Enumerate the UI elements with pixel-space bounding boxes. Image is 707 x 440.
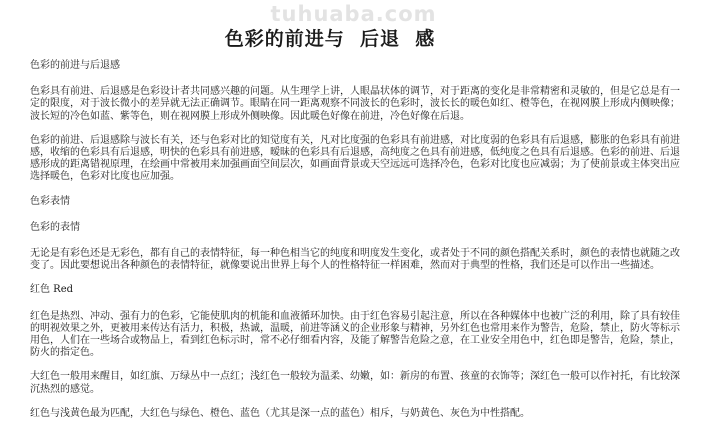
article-body (30, 60, 680, 432)
paragraph-red-matching: 红色与浅黄色最为匹配，大红色与绿色、橙色、蓝色（尤其是深一点的蓝色）相斥，与奶黄色、灰色为中性搭配。 (30, 407, 530, 419)
subsection-heading-color-expression: 色彩的表情 (30, 221, 80, 233)
paragraph-contrast: 色彩的前进、后退感除与波长有关，还与色彩对比的知觉度有关，凡对比度强的色彩具有前进感，对比度弱的色彩具有后退感，膨胀的色彩具有前进感，收缩的色彩具有后退感，明快的色彩具有前进感，暧昧的色彩具有后退感，高纯度之色具有前进感，低纯度之色具有后退感。色彩的前进、后退感形成的距离错视原理，在绘画中常被用来加强画面空间层次，如画面背景或天空远远可选择冷色，色彩对比度也应减弱；为了使前景或主体突出应选择暖色，色彩对比度也应加强。 (30, 134, 680, 183)
paragraph-physiology: 色彩具有前进、后退感是色彩设计者共同感兴趣的问题。从生理学上讲，人眼晶状体的调节，对于距离的变化是非常精密和灵敏的，但是它总是有一定的限度，对于波长微小的差异就无法正确调节。眼睛在同一距离观察不同波长的色彩时，波长长的暖色如红、橙等色，在视网膜上形成内侧映像；波长短的冷色如蓝、紫等色，则在视网膜上形成外侧映像。因此暖色好像在前进，冷色好像在后退。 (30, 86, 680, 122)
site-watermark: tuhuaba.com (270, 2, 437, 26)
paragraph-expression-intro: 无论是有彩色还是无彩色，都有自己的表情特征，每一种色相当它的纯度和明度发生变化，或者处于不同的颜色搭配关系时，颜色的表情也就随之改变了。因此要想说出各种颜色的表情特征，就像要说出世界上每个人的性格特征一样困难，然而对于典型的性格，我们还是可以作出一些描述。 (30, 248, 680, 272)
paragraph-red-description: 红色是热烈、冲动、强有力的色彩，它能使肌肉的机能和血液循环加快。由于红色容易引起注意，所以在各种媒体中也被广泛的利用，除了具有较佳的明视效果之外，更被用来传达有活力，积极，热诚，温暖，前进等涵义的企业形象与精神，另外红色也常用来作为警告，危险，禁止，防火等标示用色，人们在一些场合或物品上，看到红色标示时，常不必仔细看内容，及能了解警告危险之意，在工业安全用色中，红色即是警告，危险，禁止，防火的指定色。 (30, 310, 680, 359)
page-title: 色彩的前进与 后退 感 (224, 28, 436, 50)
section-heading-advance-retreat: 色彩的前进与后退感 (30, 60, 120, 71)
paragraph-red-variants: 大红色一般用来醒目，如红旗、万绿丛中一点红；浅红色一般较为温柔、幼嫩，如：新房的布置、孩童的衣饰等；深红色一般可以作衬托，有比较深沉热烈的感觉。 (30, 371, 680, 395)
section-heading-color-expression: 色彩表情 (30, 195, 70, 207)
subsection-heading-red: 红色 Red (30, 284, 74, 296)
